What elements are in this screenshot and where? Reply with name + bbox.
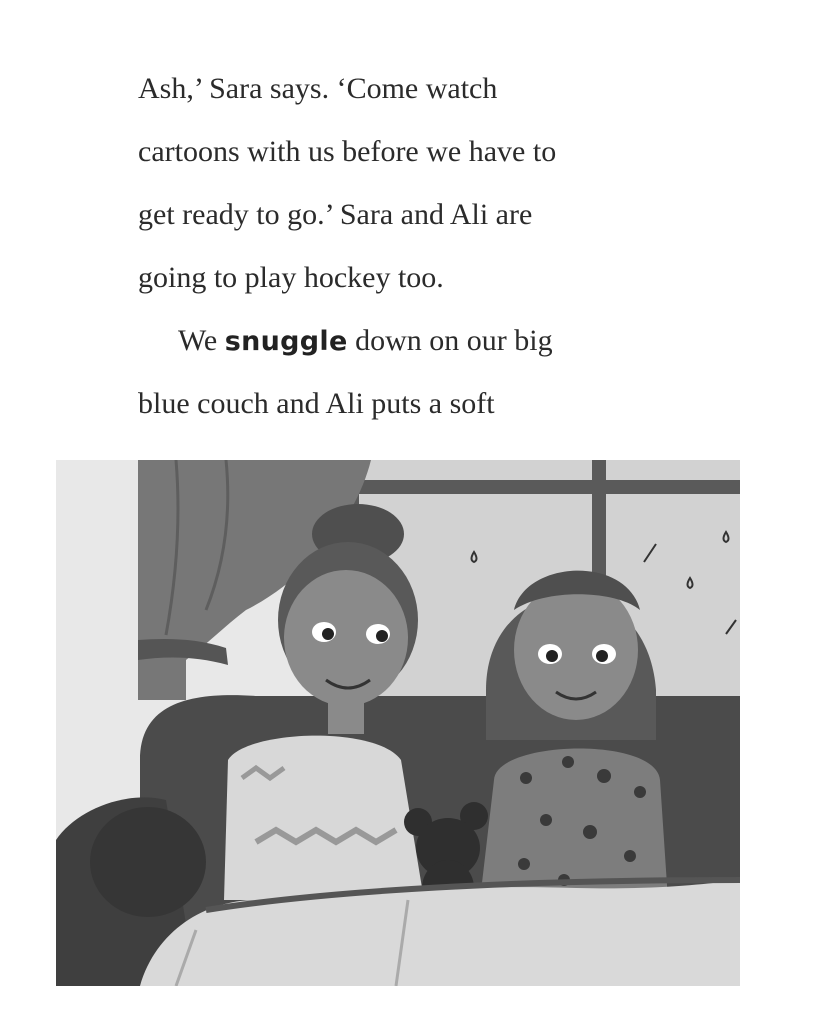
emphasized-word: snuggle — [224, 326, 348, 357]
text-line: Ash,’ Sara says. ‘Come watch — [138, 72, 498, 105]
text-run: We — [178, 324, 225, 357]
illustration-svg — [56, 460, 740, 986]
text-run: down on our big — [347, 324, 553, 357]
text-line-indented — [138, 316, 738, 379]
text-line: going to play hockey too. — [138, 261, 444, 294]
text-line: cartoons with us before we have to — [138, 135, 557, 168]
story-text — [138, 64, 738, 442]
illustration-girls-on-couch — [56, 460, 740, 986]
text-line: get ready to go.’ Sara and Ali are — [138, 198, 533, 231]
text-line: blue couch and Ali puts a soft — [138, 387, 495, 420]
